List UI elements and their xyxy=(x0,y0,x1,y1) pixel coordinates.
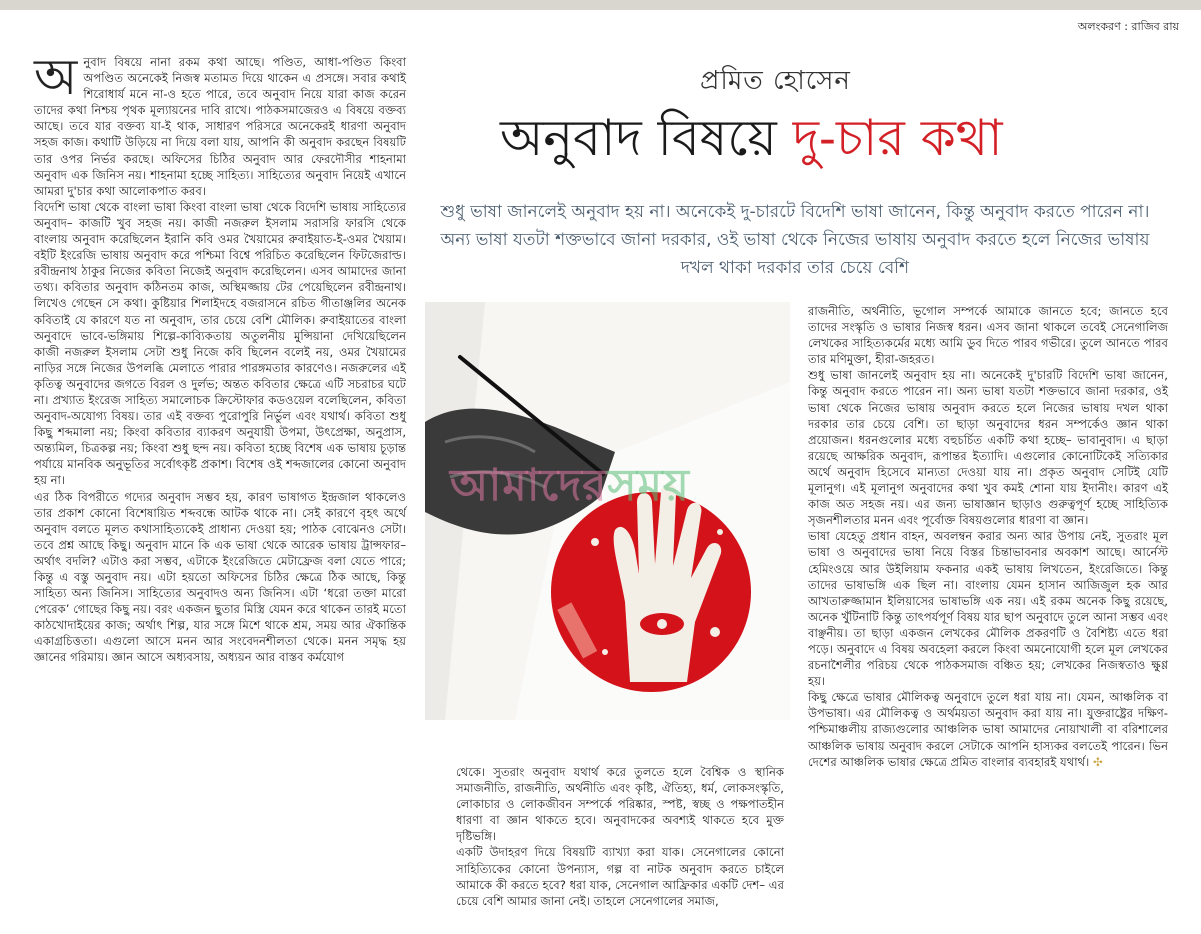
author-name: প্রমিত হোসেন xyxy=(700,66,851,96)
paragraph-text: কিছু ক্ষেত্রে ভাষার মৌলিকত্ব অনুবাদে তুলে ধরা যায় না। যেমন, আঞ্চলিক বা উপভাষা। এর মৌলিকত্ব ও অর্থময়তা অনুবাদ করা যায় না। যুক্তরাষ্ট্রের দক্ষিণ-পশ্চিমাঞ্চলীয় রাজ্যগুলোর আঞ্চলিক ভাষা আমাদের নোয়াখালী বা বরিশালের আঞ্চলিক ভাষায় অনুবাদ করলে সেটাকে আপনি হাস্যকর বলতেই পারেন। ভিন দেশের আঞ্চলিক ভাষার ক্ষেত্রে প্রমিত বাংলার ব্যবহারই যথার্থ। xyxy=(808,690,1168,769)
title-black-part: অনুবাদ বিষয়ে xyxy=(500,109,793,167)
paragraph: রাজনীতি, অর্থনীতি, ভূগোল সম্পর্কে আমাকে জানতে হবে; জানতে হবে তাদের সংস্কৃতি ও ভাষার নিজস্ব ধরন। এসব জানা থাকলে তবেই সেনেগালিজ লেখকের সাহিত্যকর্মের মধ্যে আমি ডুব দিতে পারব গভীরে। তুলে আনতে পারব তার মণিমুক্তা, হীরা-জহরত। xyxy=(808,304,1168,367)
article-column-4 xyxy=(808,303,1168,770)
article-column-1 xyxy=(34,48,406,666)
top-strip xyxy=(0,0,1201,10)
paragraph: নুবাদ বিষয়ে নানা রকম কথা আছে। পণ্ডিত, আধা-পণ্ডিত কিংবা অপণ্ডিত অনেকেই নিজস্ব মতামত দিয়ে থাকেন এ প্রসঙ্গে। সবার কথাই শিরোধার্য মনে না-ও হতে পারে, তবে অনুবাদ নিয়ে যারা কাজ করেন তাদের কথা নিশ্চয় পৃথক মূল্যায়নের দাবি রাখে। পাঠকসমাজেরও এ বিষয়ে বক্তব্য আছে। তবে যার বক্তব্য যা-ই থাক, সাধারণ পরিসরে অনেকেরই ধারণা অনুবাদ সহজ কাজ। কথাটি উড়িয়ে না দিয়ে বলা যায়, আপনি কী অনুবাদ করছেন বিষয়টি তার ওপর নির্ভর করছে। অফিসের চিঠির অনুবাদ আর ফেরদৌসীর শাহনামা অনুবাদ এক জিনিস নয়। শাহনামা হচ্ছে সাহিত্য। সাহিত্যের অনুবাদ নিয়েই এখানে আমরা দু'চার কথা আলোকপাত করব। xyxy=(34,55,406,198)
end-mark-icon: ✣ xyxy=(1092,754,1103,769)
watermark-part-1: আমাদের xyxy=(450,460,608,511)
watermark xyxy=(450,452,690,525)
article-title xyxy=(500,108,1003,168)
drop-cap: অ xyxy=(34,48,78,106)
paragraph: এর ঠিক বিপরীতে গদ্যের অনুবাদ সম্ভব হয়, কারণ ভাষাগত ইন্দ্রজাল থাকলেও তার প্রকাশ কোনো বিশেষায়িত শব্দবন্ধে আটক থাকে না। সেই কারণে বৃহৎ অর্থে অনুবাদ বলতে মূলত কথাসাহিত্যকেই প্রাধান্য দেওয়া হয়; পাঠক বোঝেনও সেটা। তবে প্রশ্ন আছে কিছু। অনুবাদ মানে কি এক ভাষা থেকে আরেক ভাষায় ট্রান্সফার– অর্থাৎ বদলি? এটাও করা সম্ভব, এটাকে ইংরেজিতে মেটাফ্রেজ বলা যেতে পারে; কিন্তু এ বস্তু অনুবাদ নয়। এটা হয়তো অফিসের চিঠির ক্ষেত্রে ঠিক আছে, কিন্তু সাহিত্য অন্য জিনিস। সাহিত্যের অনুবাদও অন্য জিনিস। এটা ‘ধরো তক্তা মারো পেরেক’ গোছের কিছু নয়। বরং একজন ছুতার মিস্ত্রি যেমন করে থাকেন তারই মতো কাঠখোদাইয়ের কাজ; অর্থাৎ শিল্প, যার সঙ্গে মিশে থাকে শ্রম, সময় আর ঐকান্তিক একাগ্রচিত্ততা। এগুলো আসে মনন আর সংবেদনশীলতা থেকে। মনন সমৃদ্ধ হয় জ্ঞানের গরিমায়। জ্ঞান আসে অধ্যবসায়, অধ্যয়ন আর বাস্তব কর্মযোগ xyxy=(34,489,406,665)
paragraph: শুধু ভাষা জানলেই অনুবাদ হয় না। অনেকেই দু'চারটি বিদেশি ভাষা জানেন, কিন্তু অনুবাদ করতে পারেন না। অন্য ভাষা যতটা শক্তভাবে জানা দরকার, ওই ভাষা থেকে নিজের ভাষায় অনুবাদ করতে হলে নিজের ভাষায় দখল থাকা দরকার তার চেয়ে বেশি। তা ছাড়া অনুবাদের ধরন সম্পর্কেও জ্ঞান থাকা প্রয়োজন। ধরনগুলোর মধ্যে বহুচর্চিত একটি কথা হচ্ছে– ভাবানুবাদ। এ ছাড়া রয়েছে আক্ষরিক অনুবাদ, রূপান্তর ইত্যাদি। এগুলোর কোনোটিকেই সত্যিকার অর্থে অনুবাদ হিসেবে মান্যতা দেওয়া যায় না। প্রকৃত অনুবাদ সেটিই যেটি মূলানুগ। এই মূলানুগ অনুবাদের কথা খুব কমই শোনা যায় ইদানীং। কারণ এই কাজ অত সহজ নয়। এর জন্য ভাষাজ্ঞান ছাড়াও গুরুত্বপূর্ণ হচ্ছে সাহিত্যিক সৃজনশীলতার মনন এবং পূর্বোক্ত বিষয়গুলোর ধারণা বা জ্ঞান। xyxy=(808,368,1168,528)
watermark-part-2: সময় xyxy=(607,460,690,511)
paragraph: বিদেশি ভাষা থেকে বাংলা ভাষা কিংবা বাংলা ভাষা থেকে বিদেশি ভাষায় সাহিত্যের অনুবাদ– কাজটি খুব সহজ নয়। কাজী নজরুল ইসলাম সরাসরি ফারসি থেকে বাংলায় অনুবাদ করেছিলেন ইরানি কবি ওমর খৈয়ামের রুবাইয়াত-ই-ওমর খৈয়াম। বইটি ইংরেজি ভাষায় অনুবাদ করে পশ্চিমা বিশ্বে পরিচিত করেছিলেন ফিটজেরাল্ড। রবীন্দ্রনাথ ঠাকুর নিজের কবিতা নিজেই অনুবাদ করেছিলেন। এসব আমাদের জানা তথ্য। কবিতার অনুবাদ কঠিনতম কাজ, অস্থিমজ্জায় টের পেয়েছিলেন রবীন্দ্রনাথ। লিখেও গেছেন সে কথা। কুষ্টিয়ার শিলাইদহে বজরাসনে রচিত গীতাঞ্জলির অনেক কবিতাই যে কারণে যত না অনুবাদ, তার চেয়ে বেশি মৌলিক। রুবাইয়াতের বাংলা অনুবাদে ভাবে-ভঙ্গিমায় শিল্পে-কাব্যিকতায় অতুলনীয় মুন্সিয়ানা দেখিয়েছিলেন কাজী নজরুল ইসলাম সেটা শুধু নিজে কবি ছিলেন বলেই নয়, ওমর খৈয়ামের নাড়ির সঙ্গে নিজের উপলব্ধি মেলাতে পারার পারঙ্গমতার কারণেও। নজরুলের এই কৃতিত্ব অনুবাদের জগতে বিরল ও দুর্লভ; অন্তত কবিতার ক্ষেত্রে এটি সচরাচর ঘটে না। প্রখ্যাত ইংরেজ সাহিত্য সমালোচক ক্রিস্টোফার কডওয়েল বলেছিলেন, কবিতা অনুবাদ-অযোগ্য বিষয়। তার এই বক্তব্য পুরোপুরি নির্ভুল এবং যথার্থ। কবিতা শুধু কিছু শব্দমালা নয়; কিংবা কবিতার ব্যাকরণ অনুযায়ী উপমা, উৎপ্রেক্ষা, অনুপ্রাস, অন্ত্যমিল, চিত্রকল্প নয়; কিংবা শুধু ছন্দ নয়। কবিতা হচ্ছে বিশেষ এক ভাষায় চূড়ান্ত পর্যায়ে মানবিক অনুভূতির সর্বোৎকৃষ্ট প্রকাশ। বিশেষ ওই শব্দজালের কোনো অনুবাদ হয় না। xyxy=(34,199,406,488)
paragraph: থেকে। সুতরাং অনুবাদ যথার্থ করে তুলতে হলে বৈশ্বিক ও স্থানিক সমাজনীতি, রাজনীতি, অর্থনীতি এবং কৃষ্টি, ঐতিহ্য, ধর্ম, লোকসংস্কৃতি, লোকাচার ও লোকজীবন সম্পর্কে পরিষ্কার, স্পষ্ট, স্বচ্ছ ও পক্ষপাতহীন ধারণা বা জ্ঞান থাকতে হবে। অনুবাদকের অবশ্যই থাকতে হবে মুক্ত দৃষ্টিভঙ্গি। xyxy=(456,765,784,844)
article-deck: শুধু ভাষা জানলেই অনুবাদ হয় না। অনেকেই দু-চারটে বিদেশি ভাষা জানেন, কিন্তু অনুবাদ করতে পারেন না। অন্য ভাষা যতটা শক্তভাবে জানা দরকার, ওই ভাষা থেকে নিজের ভাষায় অনুবাদ করতে হলে নিজের ভাষায় দখল থাকা দরকার তার চেয়ে বেশি xyxy=(440,202,1150,278)
paragraph: ভাষা যেহেতু প্রধান বাহন, অবলম্বন করার অন্য আর উপায় নেই, সুতরাং মূল ভাষা ও অনুবাদের ভাষা নিয়ে বিস্তর চিন্তাভাবনার অবকাশ আছে। আর্নেস্ট হেমিংওয়ে আর উইলিয়াম ফকনার একই ভাষায় লিখতেন, ইংরেজিতে। কিন্তু তাদের ভাষাভঙ্গি এক ছিল না। বাংলায় যেমন হাসান আজিজুল হক আর আখতারুজ্জামান ইলিয়াসের ভাষাভঙ্গি এক নয়। এই রকম অনেক কিছু রয়েছে, অনেক খুঁটিনাটি কিন্তু তাৎপর্যপূর্ণ বিষয় যার ছাপ অনুবাদে তুলে আনা সম্ভব এবং বাঞ্ছনীয়। তা ছাড়া একজন লেখকের মৌলিক প্রকরণটি ও বৈশিষ্ট্য এতে ধরা পড়ে। অনুবাদে এ বিষয় অবহেলা করলে কিংবা অমনোযোগী হলে মূল লেখকের রচনাশৈলীর পরিচয় থেকে পাঠকসমাজ বঞ্চিত হয়; লেখকের নিজস্বতাও ক্ষুণ্ণ হয়। xyxy=(808,529,1168,689)
title-red-part: দু-চার কথা xyxy=(792,109,1003,167)
article-column-3 xyxy=(456,764,784,909)
paragraph xyxy=(808,689,1168,769)
illustration-credit: অলংকরণ : রাজিব রায় xyxy=(1077,20,1179,33)
paragraph: একটি উদাহরণ দিয়ে বিষয়টি ব্যাখ্যা করা যাক। সেনেগালের কোনো সাহিত্যিকের কোনো উপন্যাস, গল্প বা নাটক অনুবাদ করতে চাইলে আমাকে কী করতে হবে? ধরা যাক, সেনেগাল আফ্রিকার একটি দেশ– এর চেয়ে বেশি আমার জানা নেই। তাহলে সেনেগালের সমাজ, xyxy=(456,845,784,908)
